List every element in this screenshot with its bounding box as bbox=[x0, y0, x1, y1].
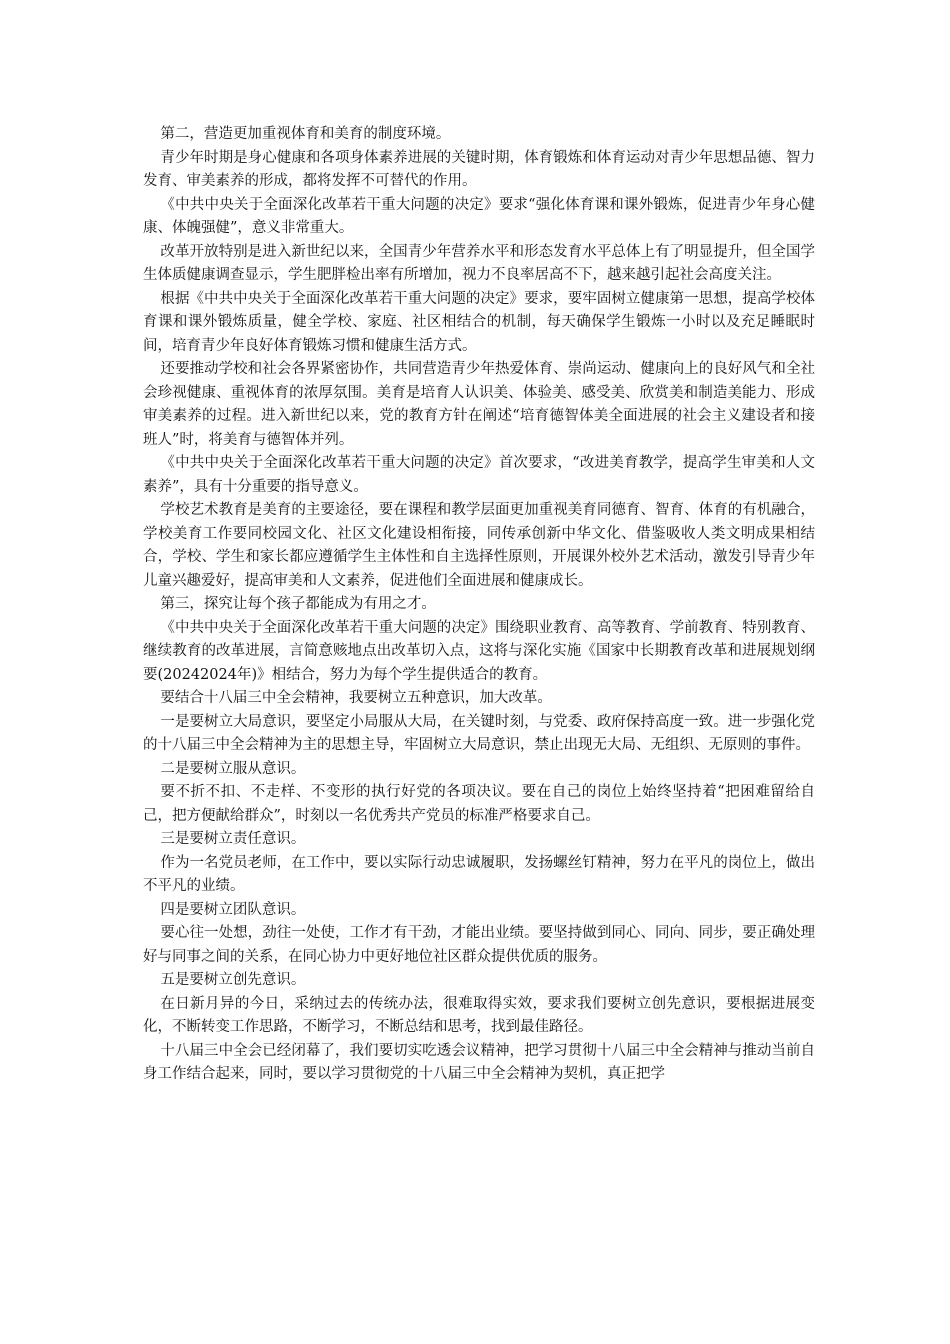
paragraph: 改革开放特别是进入新世纪以来，全国青少年营养水平和形态发育水平总体上有了明显提升，但全国学生体质健康调查显示，学生肥胖检出率有所增加，视力不良率居高不下，越来越引起社会高度关注。 bbox=[143, 243, 815, 283]
paragraph: 《中共中央关于全面深化改革若干重大问题的决定》围绕职业教育、高等教育、学前教育、特别教育、继续教育的改革进展，言简意赅地点出改革切入点，这将与深化实施《国家中长期教育改革和进展规划纲要(20242024年)》相结合，努力为每个学生提供适合的教育。 bbox=[143, 619, 815, 683]
paragraph: 十八届三中全会已经闭幕了，我们要切实吃透会议精神，把学习贯彻十八届三中全会精神与推动当前自身工作结合起来，同时，要以学习贯彻党的十八届三中全会精神为契机，真正把学 bbox=[143, 1042, 815, 1082]
paragraph: 四是要树立团队意识。 bbox=[160, 901, 306, 918]
paragraph: 第三，探究让每个孩子都能成为有用之才。 bbox=[160, 596, 436, 612]
paragraph: 要不折不扣、不走样、不变形的执行好党的各项决议。要在自己的岗位上始终坚持着“把困难留给自己，把方便献给群众”，时刻以一名优秀共产党员的标准严格要求自己。 bbox=[143, 784, 815, 824]
document-body bbox=[143, 123, 815, 1087]
paragraph: 三是要树立责任意识。 bbox=[160, 831, 306, 847]
paragraph: 在日新月异的今日，采纳过去的传统办法，很难取得实效，要求我们要树立创先意识，要根据进展变化，不断转变工作思路，不断学习，不断总结和思考，找到最佳路径。 bbox=[143, 995, 815, 1035]
paragraph: 要心往一处想，劲往一处使，工作才有干劲，才能出业绩。要坚持做到同心、同向、同步，要正确处理好与同事之间的关系，在同心协力中更好地位社区群众提供优质的服务。 bbox=[143, 925, 815, 965]
paragraph: 作为一名党员老师，在工作中，要以实际行动忠诚履职，发扬螺丝钉精神，努力在平凡的岗位上，做出不平凡的业绩。 bbox=[143, 854, 815, 894]
paragraph: 青少年时期是身心健康和各项身体素养进展的关键时期，体育锻炼和体育运动对青少年思想品德、智力发育、审美素养的形成，都将发挥不可替代的作用。 bbox=[143, 149, 815, 189]
paragraph: 学校艺术教育是美育的主要途径，要在课程和教学层面更加重视美育同德育、智育、体育的有机融合，学校美育工作要同校园文化、社区文化建设相衔接，同传承创新中华文化、借鉴吸收人类文明成果相结合，学校、学生和家长都应遵循学生主体性和自主选择性原则，开展课外校外艺术活动，激发引导青少年儿童兴趣爱好，提高审美和人文素养，促进他们全面进展和健康成长。 bbox=[143, 502, 815, 589]
paragraph: 还要推动学校和社会各界紧密协作，共同营造青少年热爱体育、崇尚运动、健康向上的良好风气和全社会珍视健康、重视体育的浓厚氛围。美育是培育人认识美、体验美、感受美、欣赏美和制造美能力、形成审美素养的过程。进入新世纪以来，党的教育方针在阐述“培育德智体美全面进展的社会主义建设者和接班人”时，将美育与德智体并列。 bbox=[143, 361, 815, 448]
paragraph: 二是要树立服从意识。 bbox=[160, 760, 306, 777]
paragraph: 要结合十八届三中全会精神，我要树立五种意识，加大改革。 bbox=[160, 690, 552, 706]
paragraph: 《中共中央关于全面深化改革若干重大问题的决定》要求“强化体育课和课外锻炼，促进青少年身心健康、体魄强健”，意义非常重大。 bbox=[143, 196, 815, 236]
paragraph: 第二，营造更加重视体育和美育的制度环境。 bbox=[160, 126, 451, 142]
paragraph: 根据《中共中央关于全面深化改革若干重大问题的决定》要求，要牢固树立健康第一思想，提高学校体育课和课外锻炼质量，健全学校、家庭、社区相结合的机制，每天确保学生锻炼一小时以及充足睡眠时间，培育青少年良好体育锻炼习惯和健康生活方式。 bbox=[143, 290, 815, 354]
paragraph: 《中共中央关于全面深化改革若干重大问题的决定》首次要求，“改进美育教学，提高学生审美和人文素养”，具有十分重要的指导意义。 bbox=[143, 455, 815, 495]
paragraph: 一是要树立大局意识，要坚定小局服从大局，在关键时刻，与党委、政府保持高度一致。进一步强化党的十八届三中全会精神为主的思想主导，牢固树立大局意识，禁止出现无大局、无组织、无原则的事件。 bbox=[143, 713, 815, 753]
paragraph: 五是要树立创先意识。 bbox=[160, 972, 306, 988]
